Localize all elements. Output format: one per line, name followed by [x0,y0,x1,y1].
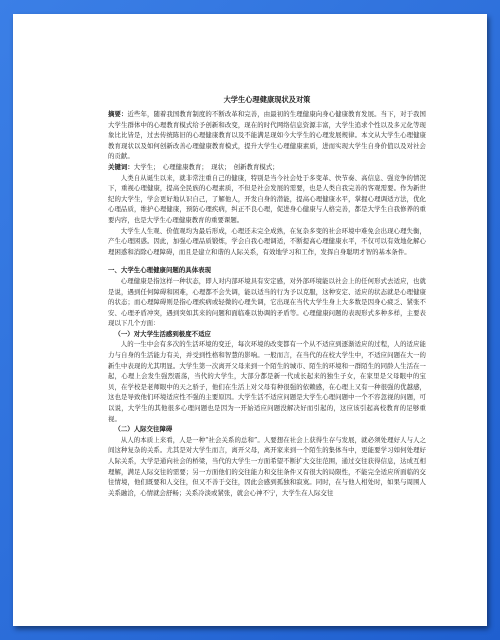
section-heading: 一、大学生心理健康问题的具体表现 [108,266,212,275]
keywords-label: 关键词： [108,162,134,171]
abstract-label: 摘要： [108,110,128,118]
intro-paragraph: 人类自从诞生以来，就非常注重自己的健康，特别是当今社会处于多变革、快节奏、高信息、强竞争的情况下，重视心理健康，提高全民族的心理素质，不但是社会发展的需要，也是人类自我完善的客观需要。作为新世纪的大学生，学会更好地认识自己，了解他人，开发自身的潜能，提高心理健康水平，掌握心理调适方法，优化心理品质，维护心理健康，预防心理疾病，纠正不良心理，促进身心健康与人格完善，都是大学生自我修养的重要内容，也是大学生心理健康教育的重要课题。 [108,173,426,224]
subsection-paragraph: 人的一生中会有多次的生活环境的变迁，每次环境的改变都有一个从不适应到逐渐适应的过程，人的适应能力与自身的生活能力有关，并受到性格和智慧的影响。一般而言，在当代的在校大学生中，不适应问题在大一的新生中表现的尤其明显。大学生第一次离开父母来到一个陌生的城市、陌生的环境和一群陌生的同龄人生活在一起，心理上会发生强烈震荡，当代的大学生，大部分都是新一代成长起来的独生子女，在家里是父母眼中的宝贝，在学校是老师眼中的天之骄子，他们在生活上对父母有种很强的依赖感，在心理上又有一种很强的优越感，这也是导致他们环境适应性不强的主要原因。大学生活不适应问题是大学生心理问题中一个不容忽视的问题，可以说，大学生的其他很多心理问题也是因为一开始适应问题没解决好而引起的，这应该引起高校教育的足够重视。 [108,340,426,423]
subsection-paragraph: 从人的本质上来看，人是一种“社会关系的总和”。人要想在社会上获得生存与发展，就必须处理好人与人之间这种复杂的关系。尤其是对大学生而言，离开父母，离开家来到一个陌生的集体当中，更能要学习如何处理好人际关系，大学是通向社会的桥梁，当代的大学生一方面希望不断扩大交往范围，通过交往获得信息，达成互相理解，满足人际交往的需要；另一方面他们的交往能力和交往条件又有很大的局限性，不能完全适应所面临的交往情境，他们既要和人交往，但又不善于交往，因此会感到孤独和寂寞。同时，在与他人相处时，如果与周围人关系融洽，心情就会舒畅；关系冷淡或紧张，就会心神不宁，大学生在人际交往 [108,435,426,497]
abstract-text: 近些年，随着我国教育制度的不断改革和完善，由最初的生理健康向身心健康教育发展。当下，对于我国大学生群体中的心理教育模式给予创新和改变，现在的时代网络信息资源丰富，大学生追求个性以及多元化等现象比比皆是，过去传统陈旧的心理健康教育以及不能满足现如今大学生的心理发展规律。本文从大学生心理健康教育现状以及如何创新改善心理健康教育模式，提升大学生心理健康素质，进而实现大学生自身价值以及对社会的贡献。 [108,110,426,161]
subsection-heading: （一）对大学生活感到极度不适应 [114,329,211,338]
document-page [13,14,487,626]
keywords-line [108,162,426,173]
section-paragraph: 心理健康是指这样一种状态，即人对内部环境具有安定感，对外部环境能以社会上的任何形式去适应，也就是说，遇到任何障碍和困难，心理都不会失调，能以适当的行为予以克服，这种安定、适应的状态就是心理健康的状态；而心理障碍则是指心理疾病或轻微的心理失调，它出现在当代大学生身上大多数是因身心疲乏、紧张不安、心理矛盾冲突，遇到突如其来的问题和面临难以协调的矛盾等。心理健康问题的表现形式多种多样，主要表现以下几个方面： [108,276,426,328]
document-title: 大学生心理健康现状及对策 [223,95,311,104]
abstract-paragraph [108,109,426,162]
document-content [108,94,426,498]
subsection-heading: （二）人际交往障碍 [114,425,173,434]
intro-paragraph: 大学生人生观、价值观均为最后形成，心理还未完全成熟，在复杂多变的社会环境中难免会出现心理失衡，产生心理困惑。因此，加强心理品质锻炼，学会自我心理调适，不断提高心理健康水平，不仅可以有效地化解心理困惑和消除心理障碍，而且是建立和谐的人际关系，有效地学习和工作，发挥自身聪明才智的基本条件。 [108,226,426,256]
keywords-text: 大学生； 心理健康教育； 现状； 创新教育模式； [133,162,279,171]
